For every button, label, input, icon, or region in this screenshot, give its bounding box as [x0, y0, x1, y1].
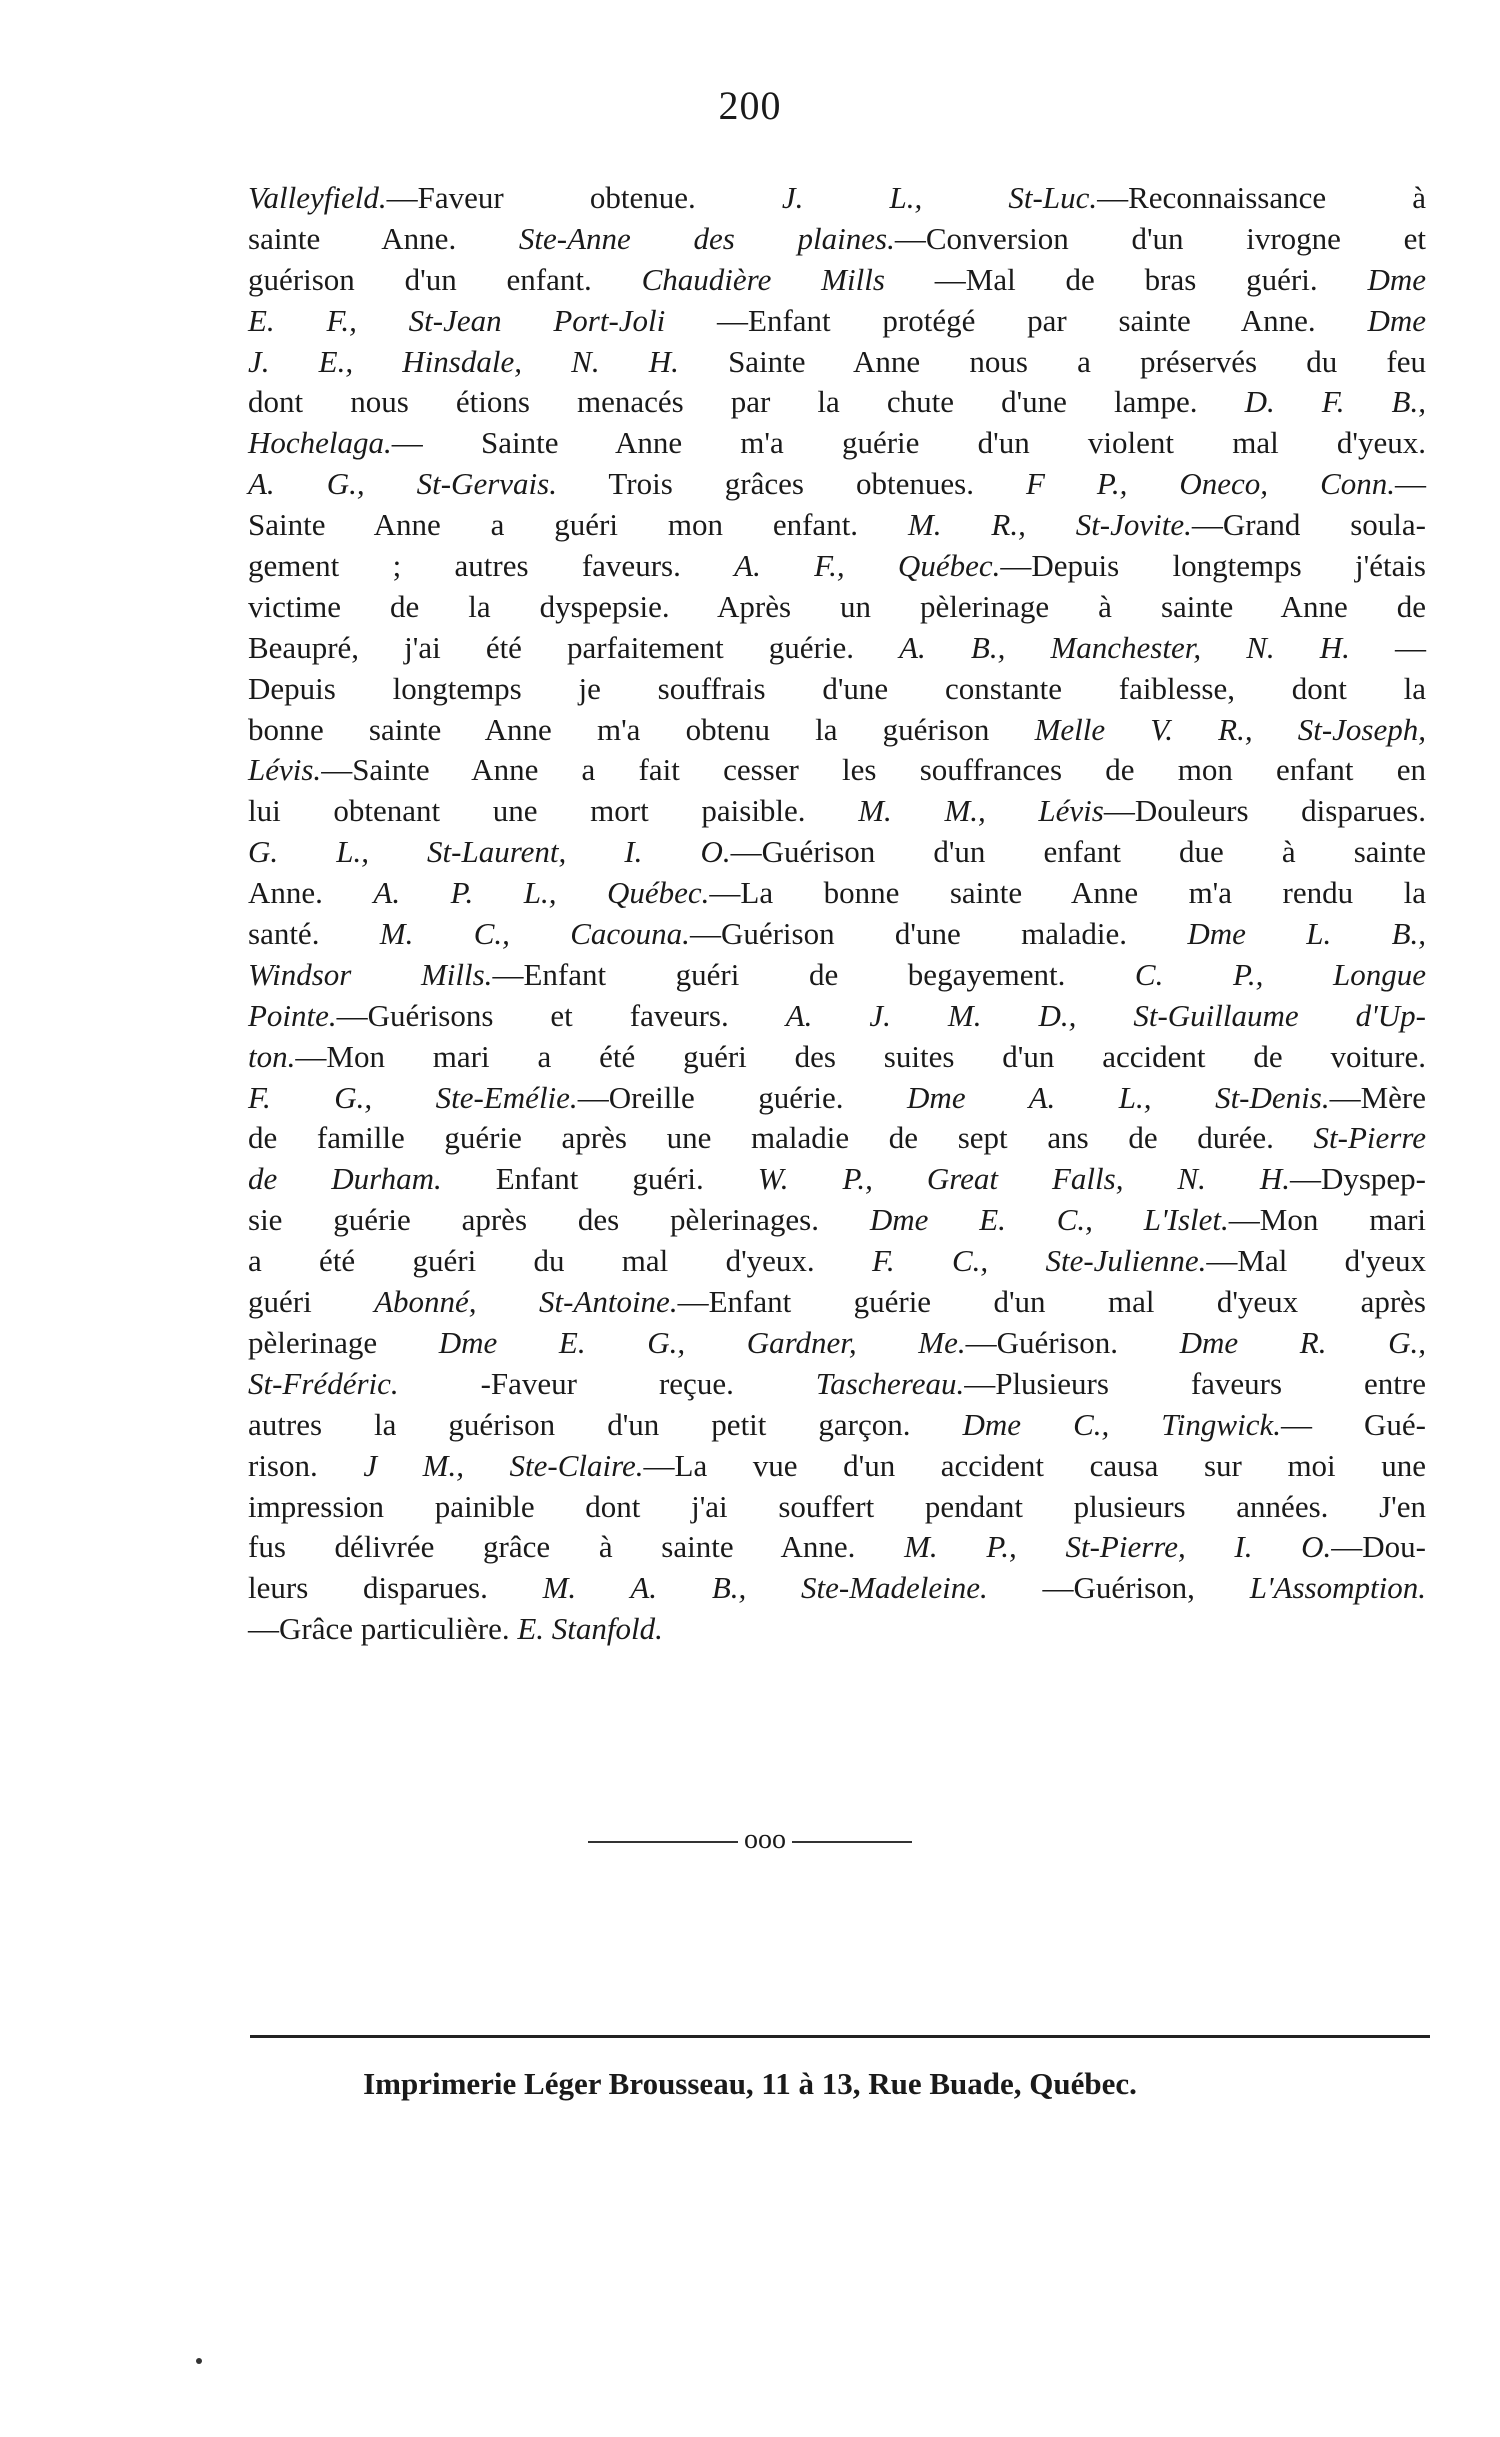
- text-line: [248, 669, 1426, 710]
- italic-reference: Abonné, St-Antoine.: [374, 1284, 678, 1320]
- text-run: —Faveur obtenue.: [386, 180, 782, 215]
- text-line: [248, 1568, 1426, 1609]
- italic-reference: Dme L. B.,: [1187, 916, 1426, 952]
- text-run: —Conversion d'un ivrogne et: [894, 220, 1427, 256]
- text-run: guérison d'un enfant.: [248, 261, 642, 297]
- text-line: [248, 750, 1426, 791]
- italic-reference: Dme E. G., Gardner, Me.: [438, 1324, 966, 1360]
- text-line: [248, 382, 1426, 423]
- italic-reference: Dme: [1367, 261, 1426, 297]
- text-line: [248, 1159, 1426, 1200]
- italic-reference: de Durham.: [248, 1161, 442, 1197]
- text-line: [248, 587, 1426, 628]
- text-line: [248, 1037, 1426, 1078]
- italic-reference: J M., Ste-Claire.: [363, 1447, 644, 1483]
- text-run: —Douleurs disparues.: [1103, 793, 1426, 829]
- italic-reference: Dme R. G.,: [1179, 1324, 1426, 1360]
- text-line: [248, 1527, 1426, 1568]
- text-line: [248, 628, 1426, 669]
- italic-reference: Taschereau.: [815, 1365, 965, 1401]
- text-run: fus délivrée grâce à sainte Anne.: [248, 1529, 905, 1565]
- text-run: guéri: [248, 1284, 375, 1320]
- text-run: —Mal de bras guéri.: [884, 261, 1368, 297]
- text-run: sainte Anne.: [248, 220, 519, 256]
- text-line: [248, 1118, 1426, 1159]
- italic-reference: M. R., St-Jovite.: [907, 507, 1192, 543]
- text-run: —Enfant protégé par sainte Anne.: [665, 302, 1368, 338]
- text-run: —Mère: [1329, 1079, 1426, 1115]
- italic-reference: Ste-Anne des plaines.: [518, 220, 895, 256]
- text-line: [248, 505, 1426, 546]
- text-run: —Mon mari: [1228, 1202, 1427, 1238]
- italic-reference: Lévis.: [248, 752, 322, 788]
- text-line: [248, 1364, 1426, 1405]
- text-line: [248, 546, 1426, 587]
- italic-reference: St-Pierre: [1313, 1120, 1426, 1156]
- text-run: leurs disparues.: [248, 1570, 543, 1606]
- testimonials-text: [248, 178, 1426, 1650]
- italic-reference: Chaudière Mills: [641, 261, 885, 297]
- italic-reference: E. Stanfold.: [517, 1611, 663, 1647]
- italic-reference: Hochelaga.: [248, 425, 392, 461]
- italic-reference: M. M., Lévis: [858, 793, 1104, 829]
- text-run: —Reconnaissance à: [1097, 180, 1427, 215]
- text-line: [248, 1323, 1426, 1364]
- text-run: -Faveur reçue.: [398, 1365, 816, 1401]
- text-run: gement ; autres faveurs.: [248, 548, 735, 584]
- text-line: [248, 1282, 1426, 1323]
- text-run: de famille guérie après une maladie de sept ans de durée.: [248, 1120, 1314, 1156]
- text-line: [248, 342, 1426, 383]
- text-run: Sainte Anne nous a préservés du feu: [678, 343, 1426, 379]
- text-run: —Mal d'yeux: [1206, 1243, 1426, 1279]
- text-run: —Enfant guéri de begayement.: [492, 956, 1135, 992]
- printer-imprint: Imprimerie Léger Brousseau, 11 à 13, Rue Buade, Québec.: [363, 2066, 1137, 2101]
- italic-reference: Windsor Mills.: [248, 956, 493, 992]
- text-run: Beaupré, j'ai été parfaitement guérie.: [248, 629, 900, 665]
- italic-reference: J. L., St-Luc.: [781, 180, 1098, 215]
- text-run: Depuis longtemps je souffrais d'une constante faiblesse, dont la: [248, 670, 1426, 706]
- italic-reference: F. G., Ste-Emélie.: [248, 1079, 578, 1115]
- text-run: pèlerinage: [248, 1324, 439, 1360]
- text-line: [248, 710, 1426, 751]
- ornament-dash-right: [792, 1841, 912, 1843]
- text-line: [248, 955, 1426, 996]
- italic-reference: G. L., St-Laurent, I. O.: [248, 834, 731, 870]
- italic-reference: A. G., St-Gervais.: [248, 466, 557, 502]
- text-run: —Guérisons et faveurs.: [336, 997, 786, 1033]
- text-run: —Grâce particulière.: [248, 1611, 518, 1647]
- italic-reference: L'Assomption.: [1249, 1570, 1426, 1606]
- text-run: —La bonne sainte Anne m'a rendu la: [709, 875, 1426, 911]
- text-run: victime de la dyspepsie. Après un pèlerinage à sainte Anne de: [248, 588, 1426, 624]
- text-line: [248, 873, 1426, 914]
- italic-reference: D. F. B.,: [1244, 384, 1426, 420]
- text-run: bonne sainte Anne m'a obtenu la guérison: [248, 711, 1035, 747]
- italic-reference: J. E., Hinsdale, N. H.: [248, 343, 679, 379]
- text-run: dont nous étions menacés par la chute d'une lampe.: [248, 384, 1245, 420]
- section-ornament: [0, 1824, 1500, 1856]
- italic-reference: W. P., Great Falls, N. H.: [757, 1161, 1290, 1197]
- text-run: —Depuis longtemps j'étais: [1000, 548, 1426, 584]
- text-run: rison.: [248, 1447, 364, 1483]
- italic-reference: F. C., Ste-Julienne.: [871, 1243, 1207, 1279]
- text-run: —: [1395, 466, 1427, 502]
- text-run: Sainte Anne a guéri mon enfant.: [248, 507, 908, 543]
- italic-reference: Dme C., Tingwick.: [962, 1406, 1281, 1442]
- text-line: [248, 301, 1426, 342]
- text-line: [248, 464, 1426, 505]
- italic-reference: A. J. M. D., St-Guillaume d'Up-: [785, 997, 1426, 1033]
- text-run: —Oreille guérie.: [577, 1079, 908, 1115]
- text-run: —La vue d'un accident causa sur moi une: [643, 1447, 1426, 1483]
- text-run: —Guérison,: [987, 1570, 1250, 1606]
- text-run: Enfant guéri.: [441, 1161, 758, 1197]
- text-line: [248, 1446, 1426, 1487]
- text-run: a été guéri du mal d'yeux.: [248, 1243, 872, 1279]
- text-line: [248, 1078, 1426, 1119]
- italic-reference: A. B., Manchester, N. H.: [899, 629, 1350, 665]
- italic-reference: St-Frédéric.: [248, 1365, 399, 1401]
- text-run: —Sainte Anne a fait cesser les souffrances de mon enfant en: [321, 752, 1426, 788]
- text-run: autres la guérison d'un petit garçon.: [248, 1406, 963, 1442]
- text-line: [248, 1609, 1426, 1650]
- text-run: —Enfant guérie d'un mal d'yeux après: [677, 1284, 1426, 1320]
- italic-reference: Dme: [1367, 302, 1426, 338]
- ornament-glyphs: ooo: [744, 1824, 786, 1855]
- text-run: santé.: [248, 916, 380, 952]
- text-run: — Sainte Anne m'a guérie d'un violent mal d'yeux.: [391, 425, 1426, 461]
- text-run: sie guérie après des pèlerinages.: [248, 1202, 870, 1238]
- text-run: —Guérison.: [965, 1324, 1180, 1360]
- italic-reference: C. P., Longue: [1134, 956, 1426, 992]
- text-run: —Dou-: [1331, 1529, 1426, 1565]
- text-line: [248, 178, 1426, 219]
- text-line: [248, 996, 1426, 1037]
- text-line: [248, 791, 1426, 832]
- text-line: [248, 1487, 1426, 1528]
- text-line: [248, 914, 1426, 955]
- text-run: —: [1349, 629, 1426, 665]
- text-line: [248, 219, 1426, 260]
- text-run: —Plusieurs faveurs entre: [964, 1365, 1426, 1401]
- text-run: —Mon mari a été guéri des suites d'un accident de voiture.: [295, 1038, 1426, 1074]
- page-number: 200: [718, 83, 782, 128]
- italic-reference: M. C., Cacouna.: [379, 916, 690, 952]
- text-run: Anne.: [248, 875, 374, 911]
- text-run: lui obtenant une mort paisible.: [248, 793, 859, 829]
- text-line: [248, 1241, 1426, 1282]
- italic-reference: A. P. L., Québec.: [373, 875, 710, 911]
- italic-reference: Dme E. C., L'Islet.: [869, 1202, 1229, 1238]
- text-line: [248, 832, 1426, 873]
- italic-reference: Dme A. L., St-Denis.: [907, 1079, 1330, 1115]
- text-run: Trois grâces obtenues.: [556, 466, 1026, 502]
- text-run: —Dyspep-: [1289, 1161, 1427, 1197]
- text-run: —Guérison d'une maladie.: [689, 916, 1188, 952]
- italic-reference: Valleyfield.: [248, 180, 387, 215]
- italic-reference: F P., Oneco, Conn.: [1025, 466, 1396, 502]
- text-line: [248, 423, 1426, 464]
- footer-rule: [250, 2035, 1430, 2038]
- ink-speck: [196, 2358, 202, 2364]
- italic-reference: A. F., Québec.: [734, 548, 1001, 584]
- italic-reference: M. P., St-Pierre, I. O.: [904, 1529, 1332, 1565]
- text-run: — Gué-: [1280, 1406, 1426, 1442]
- italic-reference: ton.: [248, 1038, 296, 1074]
- text-run: —Guérison d'un enfant due à sainte: [730, 834, 1426, 870]
- italic-reference: Pointe.: [248, 997, 337, 1033]
- italic-reference: M. A. B., Ste-Madeleine.: [542, 1570, 988, 1606]
- italic-reference: Melle V. R., St-Joseph,: [1034, 711, 1426, 747]
- text-line: [248, 260, 1426, 301]
- ornament-dash-left: [588, 1841, 738, 1843]
- text-run: impression painible dont j'ai souffert pendant plusieurs années. J'en: [248, 1488, 1426, 1524]
- italic-reference: E. F., St-Jean Port-Joli: [248, 302, 666, 338]
- text-run: —Grand soula-: [1191, 507, 1426, 543]
- text-line: [248, 1200, 1426, 1241]
- text-line: [248, 1405, 1426, 1446]
